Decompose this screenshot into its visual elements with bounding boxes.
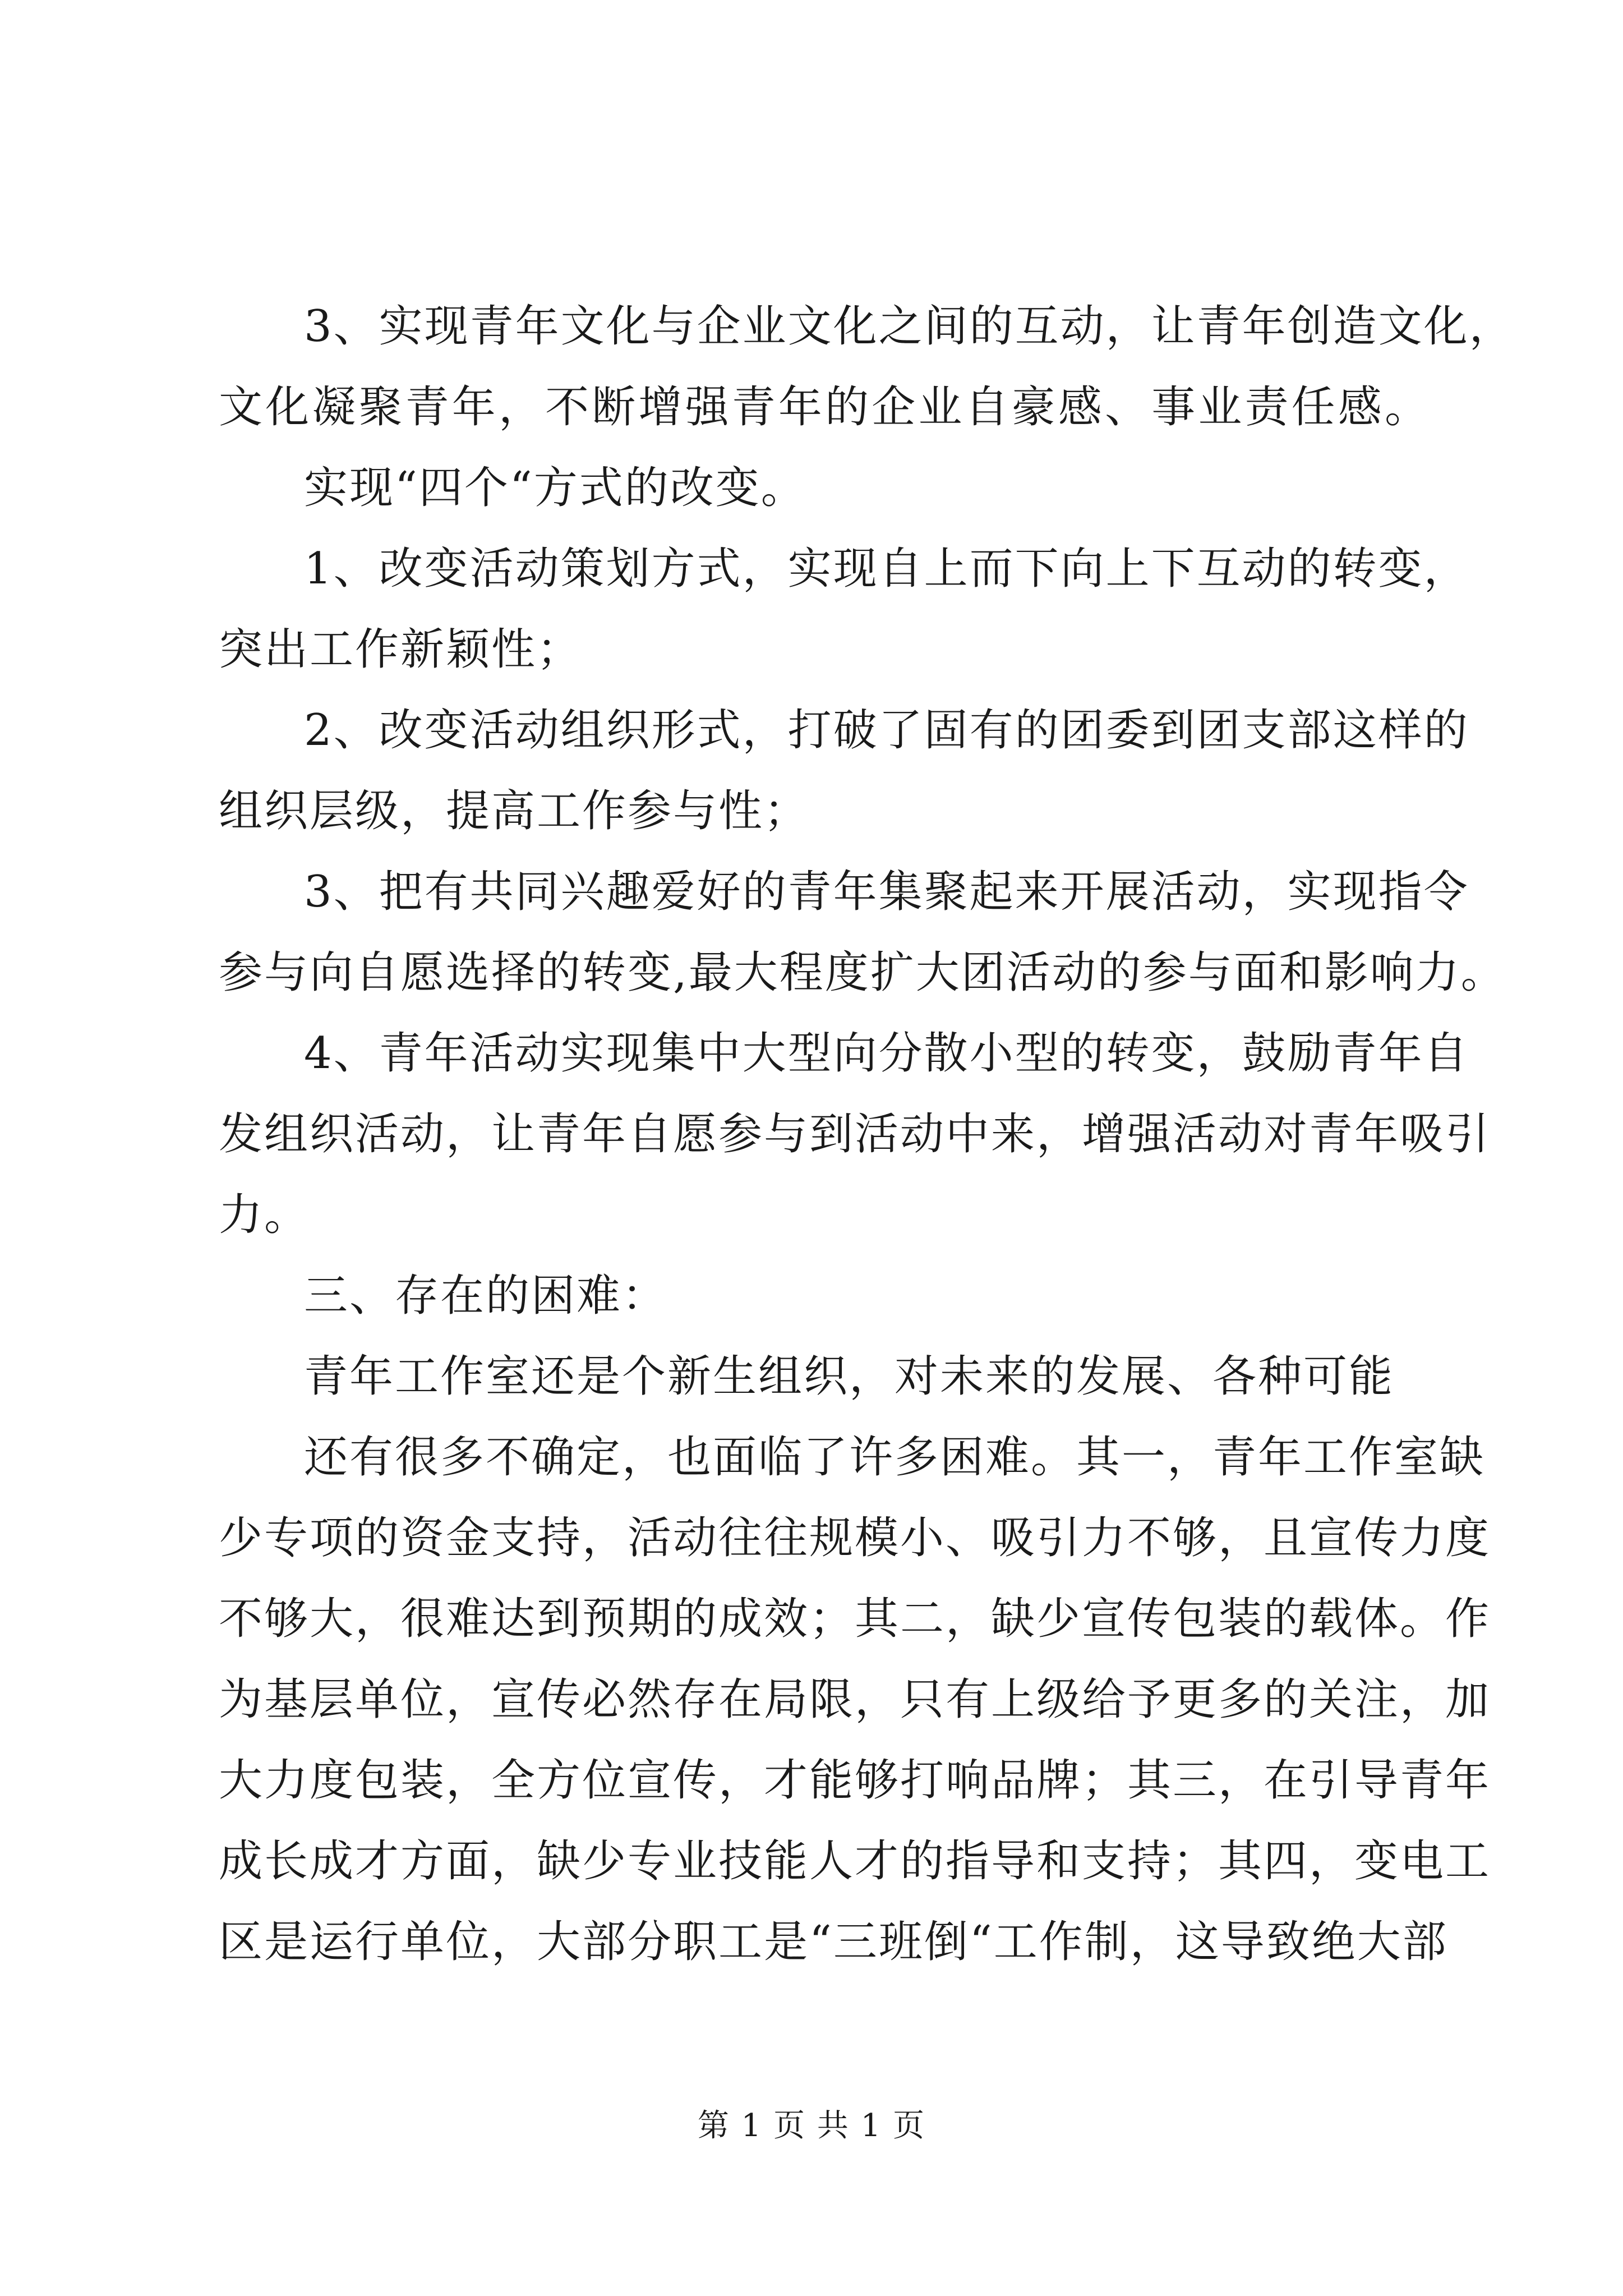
text-line: 3、实现青年文化与企业文化之间的互动，让青年创造文化， (304, 301, 1515, 352)
page-footer: 第 1 页 共 1 页 (697, 2108, 926, 2144)
text-line: 突出工作新颖性； (219, 624, 583, 675)
text-line: 4、青年活动实现集中大型向分散小型的转变，鼓励青年自 (304, 1028, 1469, 1079)
text-line: 青年工作室还是个新生组织，对未来的发展、各种可能 (304, 1351, 1395, 1402)
text-line: 还有很多不确定，也面临了许多困难。其一，青年工作室缺 (304, 1432, 1486, 1483)
text-line: 2、改变活动组织形式，打破了固有的团委到团支部这样的 (304, 705, 1469, 756)
text-line: 参与向自愿选择的转变,最大程度扩大团活动的参与面和影响力。 (219, 947, 1506, 998)
text-line: 组织层级，提高工作参与性； (219, 786, 810, 836)
text-line: 大力度包装，全方位宣传，才能够打响品牌；其三，在引导青年 (219, 1755, 1491, 1806)
text-line: 1、改变活动策划方式，实现自上而下向上下互动的转变， (304, 544, 1469, 594)
text-line: 3、把有共同兴趣爱好的青年集聚起来开展活动，实现指令 (304, 867, 1469, 917)
text-line: 三、存在的困难： (304, 1271, 668, 1321)
text-line: 少专项的资金支持，活动往往规模小、吸引力不够，且宣传力度 (219, 1513, 1491, 1563)
text-line: 不够大，很难达到预期的成效；其二，缺少宣传包装的载体。作 (219, 1594, 1491, 1644)
text-line: 区是运行单位，大部分职工是“三班倒“工作制，这导致绝大部 (219, 1917, 1448, 1967)
text-line: 为基层单位，宣传必然存在局限，只有上级给予更多的关注，加 (219, 1674, 1491, 1725)
text-line: 发组织活动，让青年自愿参与到活动中来，增强活动对青年吸引 (219, 1109, 1491, 1159)
text-line: 成长成才方面，缺少专业技能人才的指导和支持；其四，变电工 (219, 1836, 1491, 1887)
document-body (219, 286, 1515, 1982)
text-line: 文化凝聚青年，不断增强青年的企业自豪感、事业责任感。 (219, 382, 1430, 432)
text-line: 力。 (219, 1190, 310, 1240)
text-line: 实现“四个“方式的改变。 (304, 463, 806, 513)
